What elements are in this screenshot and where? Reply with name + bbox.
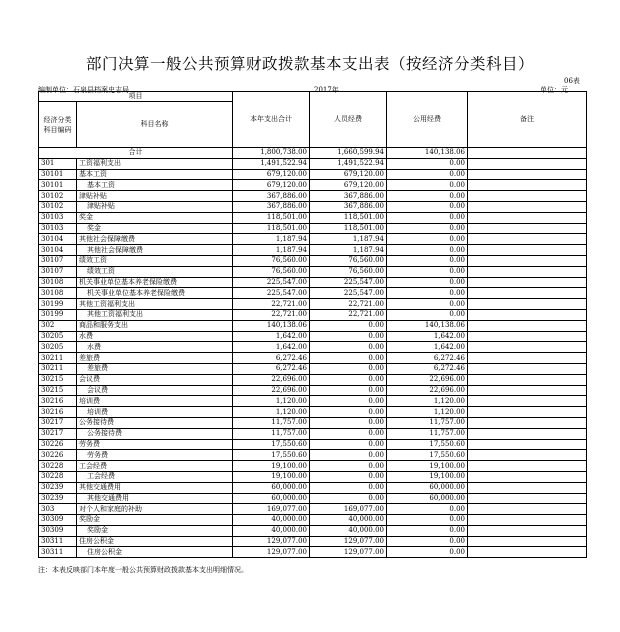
row-public: 60,000.00 [387,493,468,504]
row-public: 0.00 [387,169,468,180]
form-number: 06表 [564,77,580,85]
row-total: 1,642.00 [233,331,310,342]
row-name: 奖金 [77,212,233,223]
row-personnel: 0.00 [310,461,387,472]
row-name: 其他交通费用 [77,482,233,493]
table-row [39,212,587,223]
row-personnel: 679,120.00 [310,169,387,180]
expenditure-table [38,91,587,558]
row-total: 6,272.46 [233,363,310,374]
row-total: 140,138.06 [233,320,310,331]
row-code: 30311 [39,547,77,558]
row-name: 其他交通费用 [77,493,233,504]
row-remark [468,288,587,299]
row-total: 22,721.00 [233,299,310,310]
row-name: 其他工资福利支出 [77,299,233,310]
table-row [39,363,587,374]
row-total: 1,120.00 [233,407,310,418]
row-code: 30216 [39,396,77,407]
row-public: 0.00 [387,234,468,245]
row-personnel: 0.00 [310,396,387,407]
summary-label: 合计 [39,148,233,159]
row-code: 30107 [39,266,77,277]
table-row [39,309,587,320]
row-code: 30103 [39,212,77,223]
table-row [39,482,587,493]
row-total: 1,642.00 [233,342,310,353]
header-row-project [39,92,587,102]
table-row [39,288,587,299]
table-row [39,180,587,191]
table-row [39,417,587,428]
row-remark [468,482,587,493]
row-personnel: 0.00 [310,439,387,450]
row-public: 0.00 [387,299,468,310]
table-row [39,342,587,353]
row-personnel: 225,547.00 [310,277,387,288]
row-remark [468,180,587,191]
row-personnel: 1,187.94 [310,245,387,256]
row-personnel: 40,000.00 [310,515,387,526]
row-name: 差旅费 [77,353,233,364]
table-row [39,245,587,256]
row-remark [468,158,587,169]
row-public: 11,757.00 [387,417,468,428]
row-remark [468,428,587,439]
row-code: 30211 [39,353,77,364]
row-code: 30216 [39,407,77,418]
row-remark [468,407,587,418]
row-personnel: 0.00 [310,471,387,482]
table-row [39,299,587,310]
row-total: 679,120.00 [233,169,310,180]
row-total: 367,886.00 [233,201,310,212]
table-row [39,450,587,461]
row-code: 30226 [39,450,77,461]
header-public: 公用经费 [387,92,468,148]
row-personnel: 0.00 [310,450,387,461]
row-total: 1,120.00 [233,396,310,407]
row-name: 绩效工资 [77,266,233,277]
row-public: 60,000.00 [387,482,468,493]
row-public: 0.00 [387,525,468,536]
row-total: 129,077.00 [233,547,310,558]
row-personnel: 225,547.00 [310,288,387,299]
row-name: 会议费 [77,374,233,385]
table-row [39,439,587,450]
row-code: 30211 [39,363,77,374]
row-personnel: 0.00 [310,374,387,385]
table-row [39,169,587,180]
row-public: 19,100.00 [387,461,468,472]
row-personnel: 22,721.00 [310,309,387,320]
row-remark [468,515,587,526]
row-code: 30108 [39,288,77,299]
row-remark [468,504,587,515]
row-public: 0.00 [387,158,468,169]
row-name: 津贴补贴 [77,191,233,202]
row-code: 30228 [39,461,77,472]
row-total: 1,491,522.94 [233,158,310,169]
row-public: 140,138.06 [387,320,468,331]
table-row [39,525,587,536]
row-code: 30215 [39,374,77,385]
row-remark [468,396,587,407]
row-total: 11,757.00 [233,417,310,428]
row-name: 住房公积金 [77,536,233,547]
row-personnel: 129,077.00 [310,547,387,558]
row-personnel: 367,886.00 [310,201,387,212]
row-remark [468,191,587,202]
row-code: 30101 [39,169,77,180]
row-code: 30103 [39,223,77,234]
row-total: 22,721.00 [233,309,310,320]
row-code: 303 [39,504,77,515]
row-public: 0.00 [387,547,468,558]
row-remark [468,471,587,482]
row-personnel: 0.00 [310,320,387,331]
row-total: 60,000.00 [233,482,310,493]
row-name: 培训费 [77,407,233,418]
row-code: 30309 [39,525,77,536]
row-personnel: 76,560.00 [310,266,387,277]
row-total: 679,120.00 [233,180,310,191]
row-name: 工会经费 [77,471,233,482]
row-name: 机关事业单位基本养老保险缴费 [77,288,233,299]
row-total: 6,272.46 [233,353,310,364]
row-name: 水费 [77,342,233,353]
row-name: 培训费 [77,396,233,407]
row-total: 1,187.94 [233,234,310,245]
row-personnel: 22,721.00 [310,299,387,310]
table-row [39,158,587,169]
row-total: 17,550.60 [233,450,310,461]
row-public: 1,120.00 [387,396,468,407]
row-code: 30205 [39,331,77,342]
row-personnel: 40,000.00 [310,525,387,536]
row-public: 0.00 [387,515,468,526]
row-remark [468,255,587,266]
row-code: 301 [39,158,77,169]
row-personnel: 0.00 [310,363,387,374]
table-row [39,201,587,212]
table-row [39,385,587,396]
row-total: 17,550.60 [233,439,310,450]
table-row [39,255,587,266]
row-remark [468,461,587,472]
table-row [39,223,587,234]
row-code: 30226 [39,439,77,450]
row-public: 0.00 [387,212,468,223]
row-remark [468,331,587,342]
row-public: 19,100.00 [387,471,468,482]
row-remark [468,450,587,461]
row-public: 11,757.00 [387,428,468,439]
row-name: 机关事业单位基本养老保险缴费 [77,277,233,288]
table-row [39,320,587,331]
row-public: 0.00 [387,191,468,202]
row-name: 公务接待费 [77,428,233,439]
row-name: 其他社会保障缴费 [77,245,233,256]
row-personnel: 1,491,522.94 [310,158,387,169]
row-name: 绩效工资 [77,255,233,266]
row-remark [468,201,587,212]
report-year: 2017年 [314,86,339,94]
row-code: 30217 [39,428,77,439]
row-code: 30311 [39,536,77,547]
row-name: 津贴补贴 [77,201,233,212]
row-name: 奖励金 [77,515,233,526]
row-remark [468,245,587,256]
row-code: 30239 [39,493,77,504]
row-total: 76,560.00 [233,266,310,277]
table-row [39,504,587,515]
row-remark [468,547,587,558]
row-code: 30228 [39,471,77,482]
row-remark [468,309,587,320]
table-row [39,547,587,558]
row-remark [468,169,587,180]
row-public: 1,642.00 [387,342,468,353]
row-personnel: 0.00 [310,385,387,396]
header-code: 经济分类科目编码 [39,102,77,148]
row-public: 0.00 [387,223,468,234]
row-code: 30205 [39,342,77,353]
row-code: 30239 [39,482,77,493]
row-total: 129,077.00 [233,536,310,547]
row-remark [468,374,587,385]
row-remark [468,234,587,245]
row-code: 30104 [39,234,77,245]
row-name: 劳务费 [77,439,233,450]
row-personnel: 0.00 [310,407,387,418]
row-total: 40,000.00 [233,515,310,526]
summary-public: 140,138.06 [387,148,468,159]
row-total: 225,547.00 [233,288,310,299]
row-personnel: 76,560.00 [310,255,387,266]
row-name: 差旅费 [77,363,233,374]
table-row [39,353,587,364]
row-remark [468,223,587,234]
row-code: 30309 [39,515,77,526]
row-code: 30101 [39,180,77,191]
row-name: 水费 [77,331,233,342]
row-public: 0.00 [387,309,468,320]
row-total: 1,187.94 [233,245,310,256]
row-total: 118,501.00 [233,212,310,223]
currency-unit: 单位：元 [540,86,568,94]
row-remark [468,342,587,353]
table-row [39,234,587,245]
row-code: 30107 [39,255,77,266]
row-public: 22,696.00 [387,374,468,385]
row-code: 30199 [39,299,77,310]
row-public: 0.00 [387,504,468,515]
row-code: 30102 [39,191,77,202]
row-remark [468,417,587,428]
row-total: 40,000.00 [233,525,310,536]
row-remark [468,385,587,396]
row-public: 0.00 [387,245,468,256]
row-name: 基本工资 [77,169,233,180]
row-name: 住房公积金 [77,547,233,558]
row-public: 0.00 [387,277,468,288]
row-code: 30217 [39,417,77,428]
row-personnel: 1,187.94 [310,234,387,245]
row-total: 19,100.00 [233,461,310,472]
row-name: 工资福利支出 [77,158,233,169]
row-remark [468,525,587,536]
row-personnel: 0.00 [310,428,387,439]
report-title: 部门决算一般公共预算财政拨款基本支出表（按经济分类科目） [85,55,534,73]
row-public: 1,120.00 [387,407,468,418]
table-row [39,331,587,342]
row-personnel: 118,501.00 [310,223,387,234]
table-row [39,471,587,482]
row-total: 22,696.00 [233,385,310,396]
row-public: 0.00 [387,255,468,266]
row-name: 会议费 [77,385,233,396]
row-total: 169,077.00 [233,504,310,515]
row-public: 6,272.46 [387,353,468,364]
row-code: 30215 [39,385,77,396]
table-row [39,493,587,504]
row-remark [468,299,587,310]
row-personnel: 0.00 [310,353,387,364]
row-remark [468,536,587,547]
row-code: 302 [39,320,77,331]
header-total: 本年支出合计 [233,92,310,148]
row-remark [468,212,587,223]
row-remark [468,353,587,364]
summary-row [39,148,587,159]
row-code: 30102 [39,201,77,212]
header-remark: 备注 [468,92,587,148]
row-public: 6,272.46 [387,363,468,374]
table-row [39,277,587,288]
row-code: 30108 [39,277,77,288]
row-personnel: 0.00 [310,342,387,353]
row-name: 奖金 [77,223,233,234]
row-total: 22,696.00 [233,374,310,385]
table-row [39,396,587,407]
row-code: 30199 [39,309,77,320]
table-row [39,428,587,439]
row-total: 11,757.00 [233,428,310,439]
summary-personnel: 1,660,599.94 [310,148,387,159]
row-personnel: 118,501.00 [310,212,387,223]
row-total: 225,547.00 [233,277,310,288]
row-remark [468,266,587,277]
row-name: 其他工资福利支出 [77,309,233,320]
table-row [39,515,587,526]
row-code: 30104 [39,245,77,256]
table-row [39,191,587,202]
header-personnel: 人员经费 [310,92,387,148]
row-total: 76,560.00 [233,255,310,266]
row-total: 60,000.00 [233,493,310,504]
row-public: 1,642.00 [387,331,468,342]
row-public: 17,550.60 [387,450,468,461]
row-public: 22,696.00 [387,385,468,396]
table-row [39,266,587,277]
row-name: 基本工资 [77,180,233,191]
summary-total: 1,800,738.00 [233,148,310,159]
row-name: 工会经费 [77,461,233,472]
row-name: 劳务费 [77,450,233,461]
summary-remark [468,148,587,159]
row-remark [468,493,587,504]
compiling-unit: 编制单位：石泉县档案史志局 [38,86,129,94]
row-name: 商品和服务支出 [77,320,233,331]
row-name: 对个人和家庭的补助 [77,504,233,515]
row-personnel: 0.00 [310,493,387,504]
row-personnel: 0.00 [310,331,387,342]
row-personnel: 129,077.00 [310,536,387,547]
row-public: 0.00 [387,288,468,299]
row-total: 367,886.00 [233,191,310,202]
row-personnel: 169,077.00 [310,504,387,515]
row-remark [468,439,587,450]
row-public: 17,550.60 [387,439,468,450]
row-name: 其他社会保障缴费 [77,234,233,245]
row-total: 19,100.00 [233,471,310,482]
row-total: 118,501.00 [233,223,310,234]
row-personnel: 0.00 [310,417,387,428]
row-public: 0.00 [387,536,468,547]
table-row [39,461,587,472]
row-public: 0.00 [387,266,468,277]
row-name: 奖励金 [77,525,233,536]
row-personnel: 0.00 [310,482,387,493]
row-remark [468,320,587,331]
table-footnote: 注：本表反映部门本年度一般公共预算财政拨款基本支出明细情况。 [38,566,248,574]
header-name: 科目名称 [77,102,233,148]
row-public: 0.00 [387,180,468,191]
row-remark [468,363,587,374]
row-personnel: 367,886.00 [310,191,387,202]
row-remark [468,277,587,288]
row-name: 公务接待费 [77,417,233,428]
table-row [39,407,587,418]
header-project: 项目 [39,92,233,102]
row-public: 0.00 [387,201,468,212]
table-row [39,536,587,547]
row-personnel: 679,120.00 [310,180,387,191]
table-row [39,374,587,385]
